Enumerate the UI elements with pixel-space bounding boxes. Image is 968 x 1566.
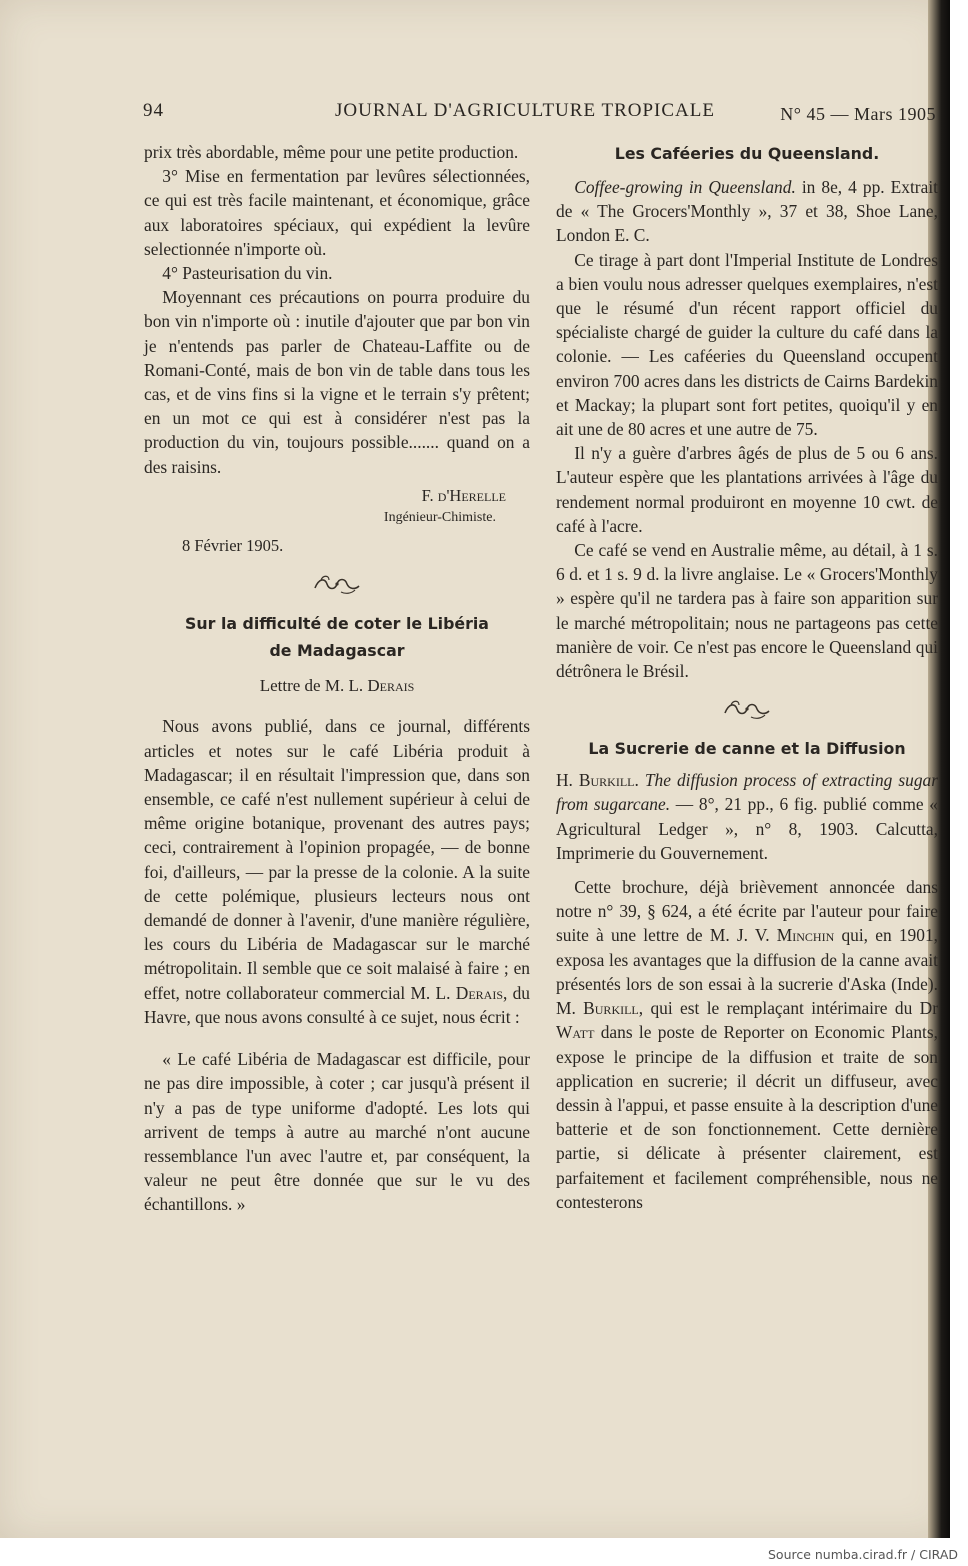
right-column bbox=[556, 140, 938, 1214]
paragraph: Nous avons publié, dans ce journal, différents articles et notes sur le café Libéria produit à Madagascar; il en résultait l'impression que, dans son ensemble, ce café n'est nullement supérieur à celui de même origine botanique, provenant des autres pays; ceci, contrairement à l'opinion propagée, — de bonne foi, d'ailleurs, — par la presse de la colonie. A la suite de cette polémique, plusieurs lecteurs nous ont demandé de donner à l'avenir, d'une manière régulière, les cours du Libéria de Madagascar sur le marché métropolitain. Il semble que ce soit malaisé à faire ; en effet, notre collaborateur commercial M. L. Derais, du Havre, que nous avons consulté à ce sujet, nous écrit : bbox=[144, 716, 530, 1027]
paragraph: Cette brochure, déjà brièvement annoncée dans notre n° 39, § 624, a été écrite par l'auteur pour faire suite à une lettre de M. J. V. Minchin qui, en 1901, exposa les avantages que la diffusion de la canne avait présentés lors de son essai à la sucrerie d'Aska (Inde). M. Burkill, qui est le remplaçant intérimaire du Dr Watt dans le poste de Reporter on Economic Plants, expose le principe de la diffusion et traite de son application en sucrerie; il décrit un diffuseur, avec dessin à l'appui, et passe ensuite à la description d'une batterie et de son fonctionnement. Cette dernière partie, si délicate à présenter clairement, est parfaitement et facilement compréhensible, nous ne contesterons bbox=[556, 877, 938, 1212]
source-credit: Source numba.cirad.fr / CIRAD bbox=[767, 1547, 958, 1562]
article-byline: Lettre de M. L. Derais bbox=[259, 676, 415, 696]
author-title: Ingénieur-Chimiste. bbox=[383, 510, 496, 526]
paragraph: Ce café se vend en Australie même, au détail, à 1 s. 6 d. et 1 s. 9 d. la livre anglaise. Le « Grocers'Monthly » espère qu'il ne tardera pas à faire son apparition sur le marché métropolitain; nous ne partageons pas cette manière de voir. Ce n'est pas encore le Queensland qui détrônera le Brésil. bbox=[556, 540, 938, 682]
citation-paragraph: Coffee-growing in Queensland. in 8e, 4 pp. Extrait de « The Grocers'Monthly », 37 et 38, Shoe Lane, London E. C. bbox=[556, 177, 938, 246]
paragraph: 3° Mise en fermentation par levûres sélectionnées, ce qui est très facile maintenant, et économique, grâce aux laboratoires spéciaux, qui expédient la levûre selectionnée n'importe où. bbox=[144, 166, 530, 259]
running-header bbox=[143, 100, 936, 130]
paragraph: Moyennant ces précautions on pourra produire du bon vin n'importe où : inutile d'ajouter que par bon vin je n'entends pas parler de Chateau-Laffite ou de Romani-Conté, mais de bon vin de table dans tous les cas, et de vins fins si la vigne et le terrain s'y prêtent; en un mot ce qui est à considérer n'est pas la production du vin, toujours possible....... quand on a des raisins. bbox=[144, 287, 530, 477]
article-title: La Sucrerie de canne et la Diffusion bbox=[588, 739, 906, 759]
article-title: Sur la difficulté de coter le Libéria de Madagascar bbox=[185, 614, 489, 661]
journal-title: JOURNAL D'AGRICULTURE TROPICALE bbox=[335, 100, 715, 121]
paragraph: 4° Pasteurisation du vin. bbox=[162, 263, 333, 284]
quotation-paragraph: « Le café Libéria de Madagascar est difficile, pour ne pas dire impossible, à coter ; car jusqu'à présent il n'y a pas de type uniforme d'adopté. Les lots qui arrivent de temps à autre au marché n'ont aucune ressemblance l'un avec l'autre et, par conséquent, la valeur ne peut être donnée que sur le vu des échantillons. » bbox=[144, 1049, 530, 1215]
author-signature: F. d'Herelle bbox=[421, 485, 506, 505]
article-title: Les Caféeries du Queensland. bbox=[614, 144, 880, 163]
left-column bbox=[144, 140, 530, 1217]
fleuron-ornament-icon bbox=[721, 697, 773, 721]
paragraph: prix très abordable, même pour une petite production. bbox=[144, 142, 519, 162]
page-number: 94 bbox=[143, 100, 164, 121]
issue-label: N° 45 — Mars 1905 bbox=[780, 104, 936, 124]
citation-paragraph: H. Burkill. The diffusion process of extracting sugar from sugarcane. — 8°, 21 pp., 6 fig. publié comme « Agricultural Ledger », n° 8, 1903. Calcutta, Imprimerie du Gouvernement. bbox=[556, 770, 938, 863]
paragraph: Il n'y a guère d'arbres âgés de plus de 5 ou 6 ans. L'auteur espère que les plantations arrivées à l'âge du rendement normal produiront en moyenne 10 cwt. de café à l'acre. bbox=[556, 443, 938, 536]
paragraph: Ce tirage à part dont l'Imperial Institute de Londres a bien voulu nous adresser quelques exemplaires, n'est que le résumé d'un récent rapport officiel du spécialiste chargé de guider la culture du café dans la colonie. — Les caféeries du Queensland occupent environ 700 acres dans les districts de Cairns Bardekin et Mackay; la plupart sont fort petites, quoiqu'il y en ait une de 80 acres et une autre de 75. bbox=[556, 249, 938, 440]
letter-date: 8 Février 1905. bbox=[182, 536, 284, 556]
fleuron-ornament-icon bbox=[311, 572, 363, 596]
